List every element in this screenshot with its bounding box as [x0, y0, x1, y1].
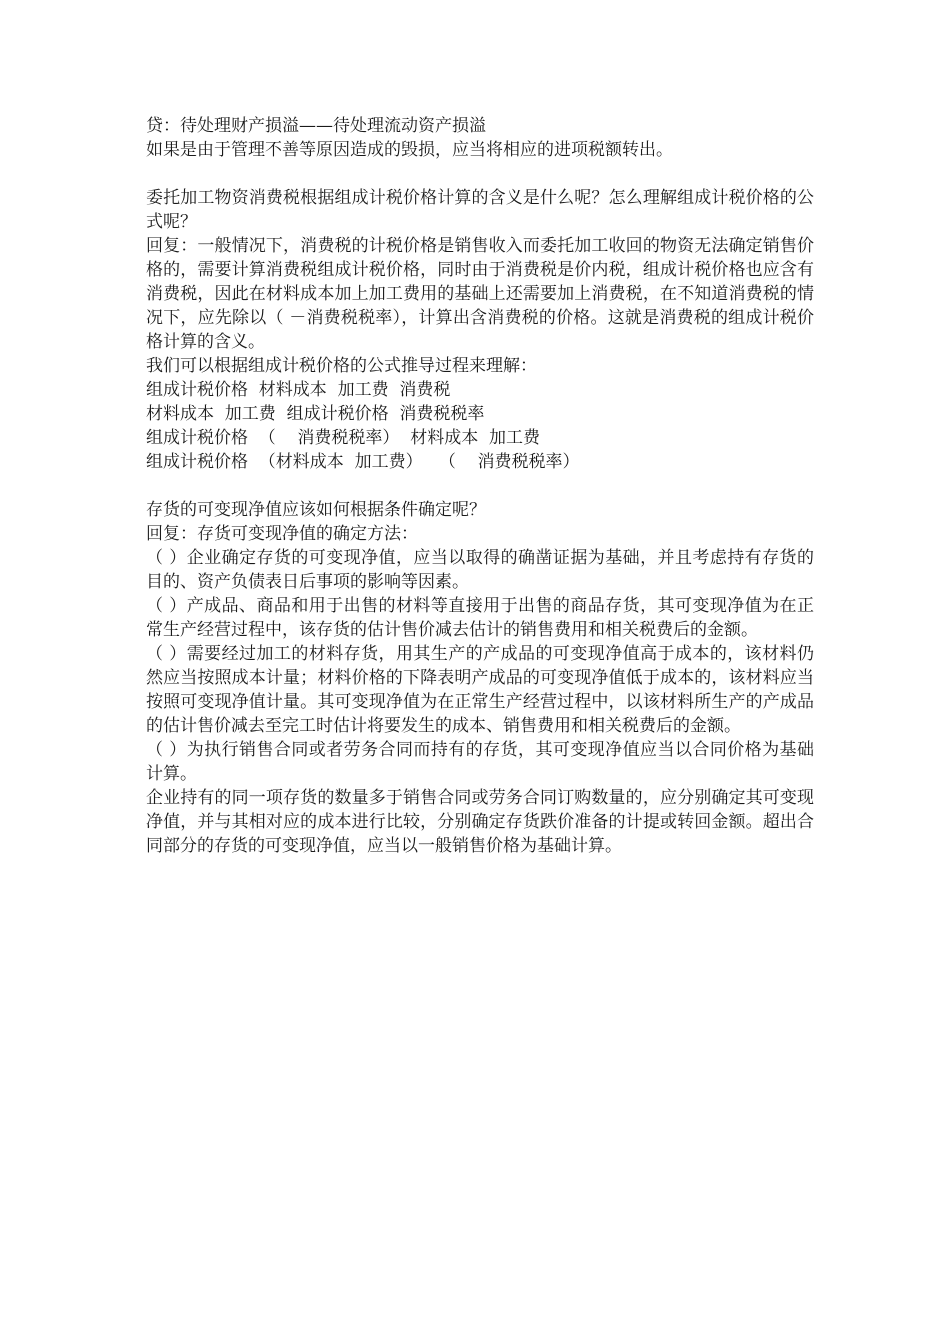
consumption-tax-question: 委托加工物资消费税根据组成计税价格计算的含义是什么呢？怎么理解组成计税价格的公式呢？ [146, 188, 814, 232]
document-body [146, 114, 814, 858]
vat-transfer-note: 如果是由于管理不善等原因造成的毁损，应当将相应的进项税额转出。 [146, 140, 673, 160]
inventory-item-2: （ ）产成品、商品和用于出售的材料等直接用于出售的商品存货，其可变现净值为在正常生产经营过程中，该存货的估计售价减去估计的销售费用和相关税费后的金额。 [146, 596, 814, 640]
inventory-item-3: （ ）需要经过加工的材料存货，用其生产的产成品的可变现净值高于成本的，该材料仍然应当按照成本计量；材料价格的下降表明产成品的可变现净值低于成本的，该材料应当按照可变现净值计量。其可变现净值为在正常生产经营过程中，以该材料所生产的产成品的估计售价减去至完工时估计将要发生的成本、销售费用和相关税费后的金额。 [146, 644, 814, 736]
inventory-answer-intro: 回复：存货可变现净值的确定方法： [146, 524, 418, 544]
inventory-item-1: （ ）企业确定存货的可变现净值，应当以取得的确凿证据为基础，并且考虑持有存货的目的、资产负债表日后事项的影响等因素。 [146, 548, 814, 592]
formula-line-2: 材料成本 加工费 组成计税价格 消费税税率 [146, 404, 485, 424]
derivation-intro: 我们可以根据组成计税价格的公式推导过程来理解： [146, 356, 537, 376]
paragraph-gap [146, 474, 814, 498]
credit-entry-line: 贷：待处理财产损溢——待处理流动资产损溢 [146, 116, 486, 136]
inventory-closing-paragraph: 企业持有的同一项存货的数量多于销售合同或劳务合同订购数量的，应分别确定其可变现净值，并与其相对应的成本进行比较，分别确定存货跌价准备的计提或转回金额。超出合同部分的存货的可变现净值，应当以一般销售价格为基础计算。 [146, 788, 814, 856]
paragraph-gap [146, 162, 814, 186]
formula-line-1: 组成计税价格 材料成本 加工费 消费税 [146, 380, 451, 400]
formula-line-3: 组成计税价格 （ 消费税税率） 材料成本 加工费 [146, 428, 541, 448]
inventory-question: 存货的可变现净值应该如何根据条件确定呢？ [146, 500, 486, 520]
consumption-tax-answer: 回复：一般情况下，消费税的计税价格是销售收入而委托加工收回的物资无法确定销售价格的，需要计算消费税组成计税价格，同时由于消费税是价内税，组成计税价格也应含有消费税，因此在材料成本加上加工费用的基础上还需要加上消费税，在不知道消费税的情况下，应先除以（ －消费税税率），计算出含消费税的价格。这就是消费税的组成计税价格计算的含义。 [146, 236, 814, 352]
inventory-item-4: （ ）为执行销售合同或者劳务合同而持有的存货，其可变现净值应当以合同价格为基础计算。 [146, 740, 814, 784]
formula-line-4: 组成计税价格 （材料成本 加工费） （ 消费税税率） [146, 452, 580, 472]
